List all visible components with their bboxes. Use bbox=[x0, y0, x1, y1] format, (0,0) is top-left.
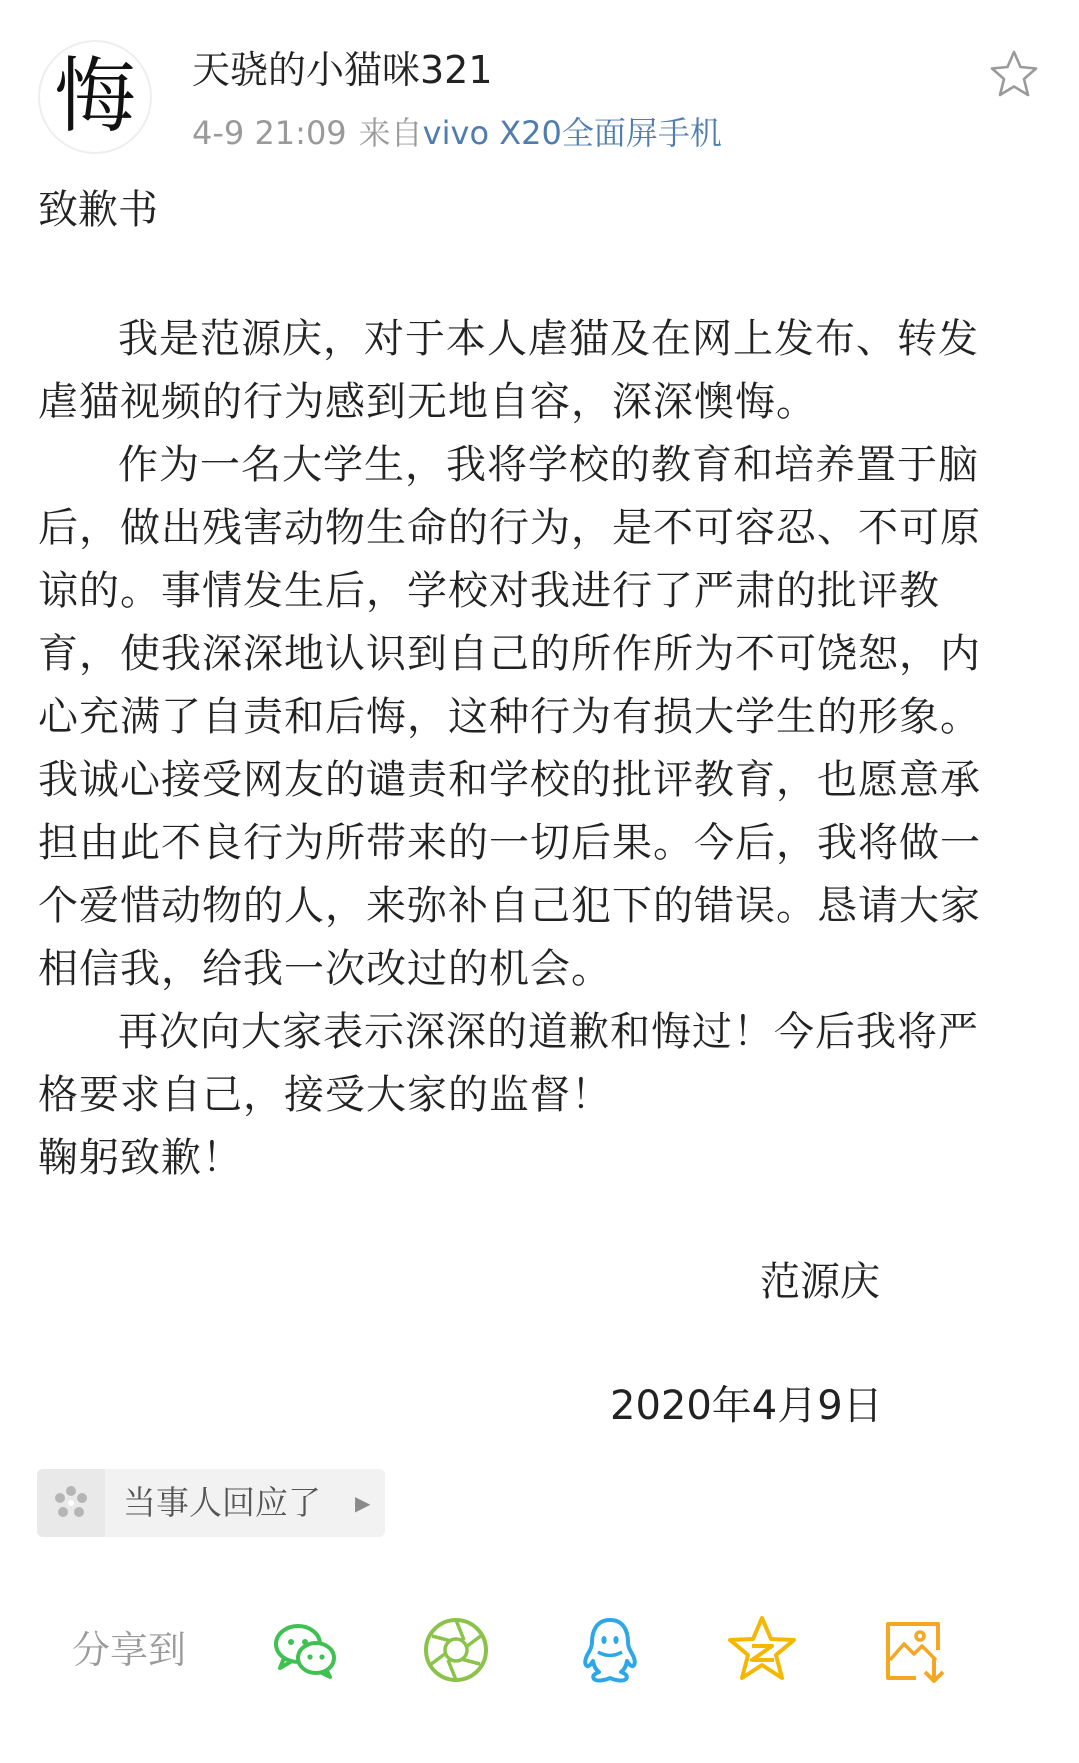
paragraph-2: 作为一名大学生，我将学校的教育和培养置于脑后，做出残害动物生命的行为，是不可容忍、不可原谅的。事情发生后，学校对我进行了严肃的批评教育，使我深深地认识到自己的所作所为不可饶恕，内心充满了自责和后悔，这种行为有损大学生的形象。我诚心接受网友的谴责和学校的批评教育，也愿意承担由此不良行为所带来的一切后果。今后，我将做一个爱惜动物的人，来弥补自己犯下的错误。恳请大家相信我，给我一次改过的机会。 bbox=[38, 442, 981, 992]
username[interactable]: 天骁的小猫咪321 bbox=[192, 48, 493, 92]
post-meta bbox=[192, 110, 722, 156]
moments-icon[interactable] bbox=[418, 1612, 494, 1688]
post-title: 致歉书 bbox=[38, 187, 158, 233]
signature-date: 2020年4月9日 bbox=[610, 1383, 883, 1429]
qzone-icon[interactable] bbox=[724, 1612, 800, 1688]
topic-icon-box bbox=[37, 1469, 105, 1537]
qq-icon[interactable] bbox=[572, 1612, 648, 1688]
avatar[interactable]: 悔 bbox=[38, 40, 152, 154]
share-bar bbox=[0, 1600, 1079, 1700]
topic-chip[interactable] bbox=[37, 1469, 385, 1537]
wechat-icon[interactable] bbox=[268, 1612, 344, 1688]
device-link[interactable]: vivo X20全面屏手机 bbox=[422, 114, 722, 152]
favorite-star-icon[interactable] bbox=[988, 48, 1040, 100]
paragraph-3: 再次向大家表示深深的道歉和悔过！今后我将严格要求自己，接受大家的监督！ bbox=[38, 1009, 979, 1118]
signature: 范源庆 bbox=[760, 1259, 880, 1305]
post-time: 4-9 21:09 bbox=[192, 114, 347, 152]
sparkle-icon bbox=[51, 1483, 91, 1523]
share-label: 分享到 bbox=[72, 1628, 187, 1672]
paragraph-1: 我是范源庆，对于本人虐猫及在网上发布、转发虐猫视频的行为感到无地自容，深深懊悔。 bbox=[38, 316, 979, 425]
post-header bbox=[0, 0, 1079, 160]
from-label: 来自 bbox=[358, 114, 423, 152]
chevron-right-icon: ▶ bbox=[355, 1491, 371, 1515]
save-image-icon[interactable] bbox=[876, 1612, 952, 1688]
paragraph-4: 鞠躬致歉！ bbox=[38, 1135, 243, 1181]
topic-label: 当事人回应了 bbox=[123, 1483, 321, 1522]
post-body bbox=[38, 308, 1013, 1190]
